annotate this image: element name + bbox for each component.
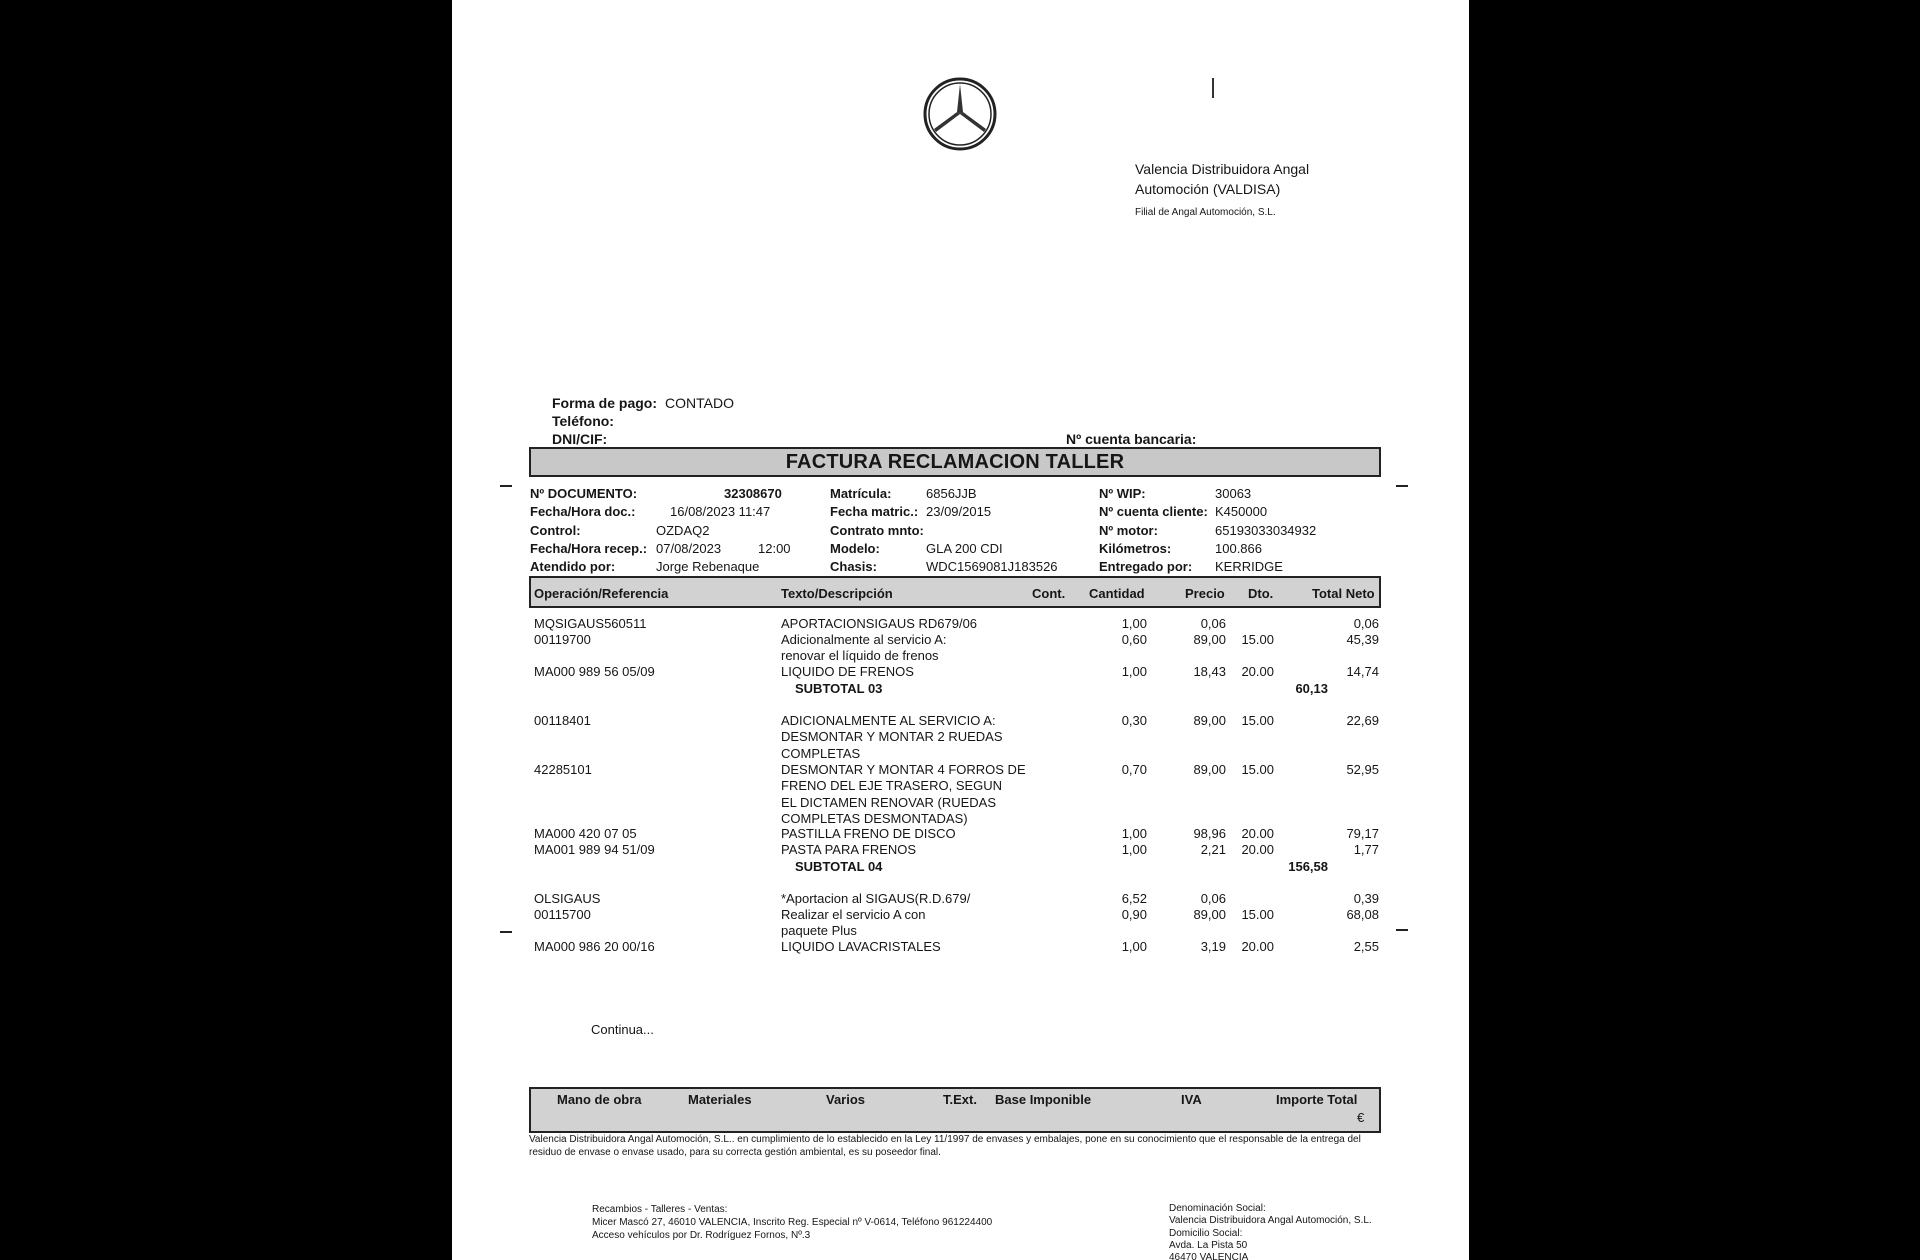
item-total: 2,55 — [1353, 939, 1379, 954]
mercedes-star-logo-icon — [922, 76, 998, 152]
wip-value: 30063 — [1215, 486, 1252, 501]
item-description: ADICIONALMENTE AL SERVICIO A: — [781, 713, 996, 728]
item-cantidad: 1,00 — [1121, 842, 1147, 857]
item-description: DESMONTAR Y MONTAR 2 RUEDAS — [781, 729, 1003, 745]
item-dto: 20.00 — [1241, 664, 1274, 679]
subtotal-value: 156,58 — [1288, 859, 1328, 874]
col-header-precio: Precio — [1185, 586, 1225, 601]
item-description: EL DICTAMEN RENOVAR (RUEDAS — [781, 794, 997, 810]
address-right-line2: Valencia Distribuidora Angal Automoción, S.L. — [1169, 1215, 1372, 1226]
item-ref: 42285101 — [534, 762, 592, 777]
col-header-texto: Texto/Descripción — [781, 586, 893, 601]
margin-tick — [1396, 485, 1408, 487]
item-total: 45,39 — [1346, 632, 1379, 647]
matricula-value: 6856JJB — [926, 486, 977, 501]
motor-label: Nº motor: — [1099, 523, 1158, 538]
fecha-recep-date: 07/08/2023 — [656, 541, 722, 556]
scan-mark — [1212, 78, 1214, 98]
address-right-line4: Avda. La Pista 50 — [1169, 1240, 1248, 1251]
item-dto: 15.00 — [1241, 632, 1274, 647]
control-value: OZDAQ2 — [656, 523, 710, 538]
subtotal-label: SUBTOTAL 03 — [795, 681, 883, 696]
km-value: 100.866 — [1215, 541, 1262, 556]
item-description: APORTACIONSIGAUS RD679/06 — [781, 616, 978, 631]
totals-header-importe-total: Importe Total — [1276, 1092, 1358, 1107]
legal-note: Valencia Distribuidora Angal Automoción, S.L.. en cumplimiento de lo establecido en la Ley 11/1997 de envases y embalajes, pone en su conocimiento que el responsable de la entrega del residuo de envase o envase usado, para su correcta gestión ambiental, es su poseedor final. — [529, 1134, 1361, 1158]
item-description: *Aportacion al SIGAUS(R.D.679/ — [781, 891, 971, 906]
item-description: LIQUIDO LAVACRISTALES — [781, 939, 941, 954]
invoice-page — [452, 0, 1469, 1260]
item-ref: 00118401 — [534, 713, 591, 728]
telefono-label: Teléfono: — [552, 413, 614, 429]
item-description: COMPLETAS DESMONTADAS) — [781, 810, 968, 826]
col-header-cont: Cont. — [1032, 586, 1066, 601]
cuenta-cliente-value: K450000 — [1215, 504, 1268, 519]
wip-label: Nº WIP: — [1099, 486, 1146, 501]
totals-header-mano-obra: Mano de obra — [557, 1092, 642, 1107]
item-ref: 00115700 — [534, 907, 591, 922]
item-description: DESMONTAR Y MONTAR 4 FORROS DE — [781, 762, 1026, 777]
item-description: PASTILLA FRENO DE DISCO — [781, 826, 956, 841]
item-dto: 15.00 — [1241, 713, 1274, 728]
item-ref: MA000 989 56 05/09 — [534, 664, 655, 679]
atendido-label: Atendido por: — [530, 559, 616, 574]
item-ref: 00119700 — [534, 632, 591, 647]
item-precio: 3,19 — [1200, 939, 1226, 954]
item-precio: 2,21 — [1200, 842, 1226, 857]
item-description: paquete Plus — [781, 923, 857, 939]
item-cantidad: 1,00 — [1121, 939, 1147, 954]
col-header-total: Total Neto — [1312, 586, 1375, 601]
item-cantidad: 0,70 — [1121, 762, 1147, 777]
item-ref: MA000 986 20 00/16 — [534, 939, 655, 954]
item-total: 14,74 — [1346, 664, 1379, 679]
col-header-operacion: Operación/Referencia — [534, 586, 669, 601]
matricula-label: Matrícula: — [830, 486, 892, 501]
item-dto: 20.00 — [1241, 842, 1274, 857]
address-right-line3: Domicilio Social: — [1169, 1228, 1243, 1239]
item-dto: 20.00 — [1241, 826, 1274, 841]
modelo-value: GLA 200 CDI — [926, 541, 1003, 556]
atendido-value: Jorge Rebenaque — [656, 559, 760, 574]
address-left-line3: Acceso vehículos por Dr. Rodríguez Fornos, Nº.3 — [592, 1230, 811, 1241]
entregado-value: KERRIDGE — [1215, 559, 1283, 574]
item-total: 0,06 — [1353, 616, 1379, 631]
chasis-label: Chasis: — [830, 559, 877, 574]
item-total: 22,69 — [1346, 713, 1379, 728]
totals-header-iva: IVA — [1181, 1092, 1202, 1107]
item-precio: 89,00 — [1193, 632, 1226, 647]
subtotal-label: SUBTOTAL 04 — [795, 859, 883, 874]
item-description: LIQUIDO DE FRENOS — [781, 664, 914, 679]
cuenta-bancaria-label: Nº cuenta bancaria: — [1066, 431, 1197, 447]
continua-text: Continua... — [591, 1022, 654, 1037]
item-total: 1,77 — [1353, 842, 1379, 857]
item-precio: 0,06 — [1200, 891, 1226, 906]
item-ref: MA001 989 94 51/09 — [534, 842, 655, 857]
item-dto: 15.00 — [1241, 907, 1274, 922]
item-precio: 18,43 — [1193, 664, 1226, 679]
address-right-line1: Denominación Social: — [1169, 1203, 1266, 1214]
item-ref: OLSIGAUS — [534, 891, 601, 906]
item-ref: MQSIGAUS560511 — [534, 616, 647, 631]
address-left-line1: Recambios - Talleres - Ventas: — [592, 1204, 728, 1215]
invoice-title: FACTURA RECLAMACION TALLER — [529, 447, 1381, 477]
company-name-line1: Valencia Distribuidora Angal — [1135, 161, 1310, 177]
item-cantidad: 0,90 — [1121, 907, 1147, 922]
item-cantidad: 6,52 — [1121, 891, 1147, 906]
company-name-line2: Automoción (VALDISA) — [1135, 181, 1281, 197]
address-left-line2: Micer Mascó 27, 46010 VALENCIA, Inscrito Reg. Especial nº V-0614, Teléfono 961224400 — [592, 1217, 993, 1228]
item-total: 79,17 — [1346, 826, 1379, 841]
control-label: Control: — [530, 523, 581, 538]
km-label: Kilómetros: — [1099, 541, 1172, 556]
item-description: COMPLETAS — [781, 745, 861, 761]
modelo-label: Modelo: — [830, 541, 880, 556]
fecha-matric-label: Fecha matric.: — [830, 504, 919, 519]
chasis-value: WDC1569081J183526 — [926, 559, 1058, 574]
totals-currency: € — [1357, 1110, 1365, 1125]
forma-pago-label: Forma de pago: — [552, 395, 658, 411]
contrato-label: Contrato mnto: — [830, 523, 924, 538]
item-description: Realizar el servicio A con — [781, 907, 926, 922]
totals-header-materiales: Materiales — [688, 1092, 752, 1107]
margin-tick — [1396, 929, 1408, 931]
documento-label: Nº DOCUMENTO: — [530, 486, 638, 501]
documento-value: 32308670 — [724, 486, 782, 501]
margin-tick — [500, 485, 512, 487]
item-cantidad: 0,30 — [1121, 713, 1147, 728]
totals-header-text: T.Ext. — [943, 1092, 977, 1107]
totals-header-varios: Varios — [826, 1092, 866, 1107]
item-dto: 20.00 — [1241, 939, 1274, 954]
item-cantidad: 1,00 — [1121, 616, 1147, 631]
company-subsidiary: Filial de Angal Automoción, S.L. — [1135, 207, 1276, 218]
col-header-cantidad: Cantidad — [1089, 586, 1145, 601]
fecha-doc-label: Fecha/Hora doc.: — [530, 504, 636, 519]
item-total: 0,39 — [1353, 891, 1379, 906]
item-total: 68,08 — [1346, 907, 1379, 922]
item-precio: 89,00 — [1193, 713, 1226, 728]
margin-tick — [500, 931, 512, 933]
item-dto: 15.00 — [1241, 762, 1274, 777]
item-total: 52,95 — [1346, 762, 1379, 777]
col-header-dto: Dto. — [1248, 586, 1274, 601]
item-cantidad: 1,00 — [1121, 664, 1147, 679]
item-description: renovar el líquido de frenos — [781, 648, 939, 664]
item-cantidad: 1,00 — [1121, 826, 1147, 841]
motor-value: 65193033034932 — [1215, 523, 1317, 538]
item-cantidad: 0,60 — [1121, 632, 1147, 647]
item-description: PASTA PARA FRENOS — [781, 842, 917, 857]
item-ref: MA000 420 07 05 — [534, 826, 637, 841]
fecha-matric-value: 23/09/2015 — [926, 504, 992, 519]
address-right-line5: 46470 VALENCIA — [1169, 1252, 1249, 1260]
item-precio: 89,00 — [1193, 762, 1226, 777]
cuenta-cliente-label: Nº cuenta cliente: — [1099, 504, 1208, 519]
item-precio: 89,00 — [1193, 907, 1226, 922]
forma-pago-value: CONTADO — [665, 395, 734, 411]
dni-label: DNI/CIF: — [552, 431, 608, 447]
item-description: Adicionalmente al servicio A: — [781, 632, 947, 647]
fecha-recep-label: Fecha/Hora recep.: — [530, 541, 648, 556]
item-precio: 98,96 — [1193, 826, 1226, 841]
item-description: FRENO DEL EJE TRASERO, SEGUN — [781, 778, 1003, 794]
fecha-doc-value: 16/08/2023 11:47 — [670, 504, 771, 519]
totals-header-base-imponible: Base Imponible — [995, 1092, 1092, 1107]
entregado-label: Entregado por: — [1099, 559, 1193, 574]
item-precio: 0,06 — [1200, 616, 1226, 631]
fecha-recep-time: 12:00 — [758, 541, 791, 556]
subtotal-value: 60,13 — [1295, 681, 1328, 696]
